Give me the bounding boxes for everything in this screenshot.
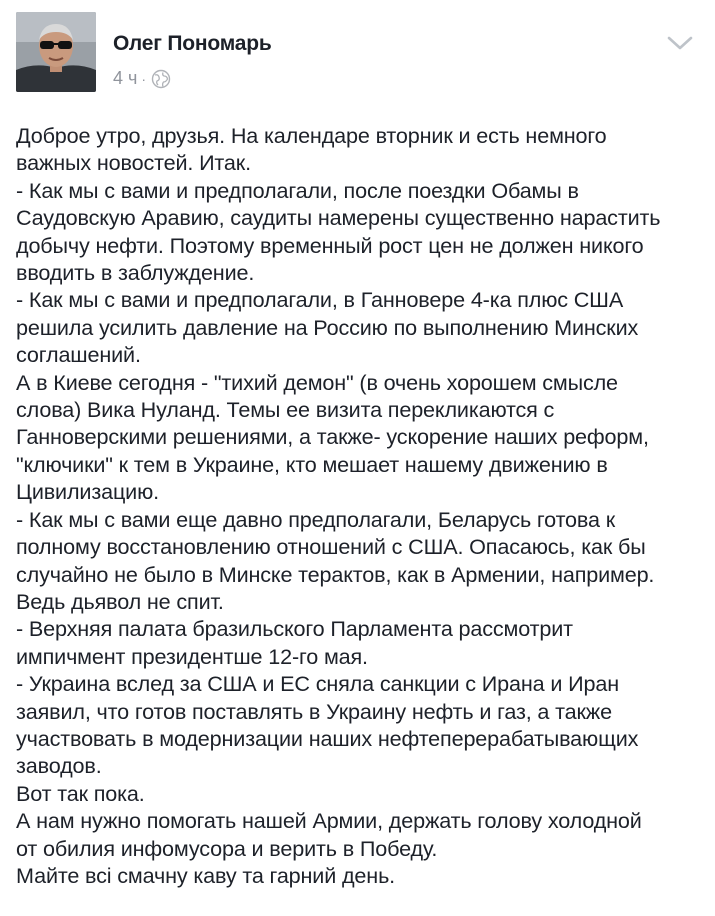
post-text-line: Ганноверскими решениями, а также- ускорение наших реформ, (16, 424, 649, 450)
post-header (16, 12, 699, 98)
post-text-line: - Как мы с вами еще давно предполагали, Беларусь готова к (16, 506, 616, 532)
post-text-line: важных новостей. Итак. (16, 150, 251, 176)
post-text-line: заявил, что готов поставлять в Украину нефть и газ, а также (16, 698, 612, 724)
post-text-line: - Украина вслед за США и ЕС сняла санкции с Ирана и Иран (16, 671, 620, 697)
post-text-line: решила усилить давление на Россию по выполнению Минских (16, 314, 639, 340)
globe-icon[interactable] (151, 69, 171, 89)
post-text-line: Цивилизацию. (16, 479, 159, 505)
chevron-down-icon[interactable] (665, 32, 695, 54)
post-text-line: участвовать в модернизации наших нефтеперерабатывающих (16, 725, 639, 751)
post-text-line: заводов. (16, 753, 102, 779)
post-text-line: - Как мы с вами и предполагали, после поездки Обамы в (16, 177, 579, 203)
post-text-line: Майте всі смачну каву та гарний день. (16, 862, 396, 888)
post-text-line: вводить в заблуждение. (16, 260, 255, 286)
post-text-line: А в Киеве сегодня - "тихий демон" (в очень хорошем смысле (16, 369, 618, 395)
post-text-line: Доброе утро, друзья. На календаре вторник и есть немного (16, 123, 607, 148)
post-body (16, 122, 706, 889)
post-text-line: - Верхняя палата бразильского Парламента рассмотрит (16, 616, 573, 642)
post-text-line: "ключики" к тем в Украине, кто мешает нашему движению в (16, 451, 608, 477)
post-text-line: слова) Вика Нуланд. Темы ее визита перекликаются с (16, 397, 555, 423)
post-text-line: полному восстановлению отношений с США. Опасаюсь, как бы (16, 534, 646, 560)
post-text-line: добычу нефти. Поэтому временный рост цен не должен никого (16, 232, 644, 258)
post-text-line: Саудовскую Аравию, саудиты намерены существенно нарастить (16, 205, 661, 231)
post-text-line: соглашений. (16, 342, 141, 368)
post-text-line: Вот так пока. (16, 780, 145, 806)
author-name[interactable]: Олег Пономарь (113, 32, 272, 55)
post-text-line: Ведь дьявол не спит. (16, 588, 224, 614)
post-time[interactable]: 4 ч (113, 68, 138, 88)
avatar[interactable] (16, 12, 96, 92)
post-text-line: А нам нужно помогать нашей Армии, держать голову холодной (16, 808, 642, 834)
post-text-line: от обилия инфомусора и верить в Победу. (16, 835, 438, 861)
post-text-line: - Как мы с вами и предполагали, в Ганновере 4-ка плюс США (16, 287, 624, 313)
post-text-line: импичмент президентше 12-го мая. (16, 643, 368, 669)
post-text-line: случайно не было в Минске терактов, как в Армении, например. (16, 561, 655, 587)
post-meta (113, 68, 171, 89)
meta-separator: · (141, 70, 147, 87)
